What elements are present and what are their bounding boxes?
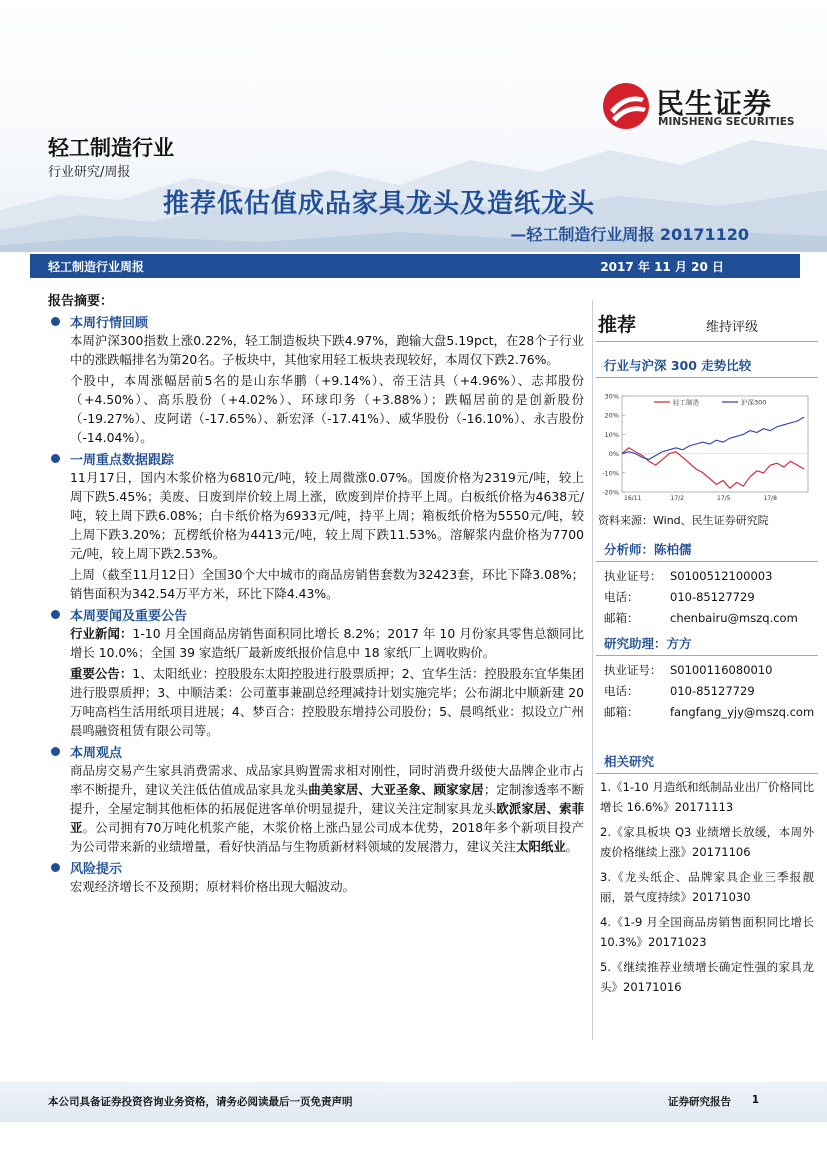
y-tick-label: 20% (604, 411, 619, 420)
assistant-heading: 研究助理：方方 (596, 628, 818, 656)
chart-grid (622, 396, 808, 492)
abstract-title: 报告摘要： (48, 294, 114, 309)
paragraph: 11月17日，国内木浆价格为6810元/吨，较上周微涨0.07%。国废价格为2319元/吨，较上周下跌5.45%；美废、日废到岸价较上周上涨，欧废到岸价持平上周。白板纸价格为4638元/吨，较上周下跌6.08%；白卡纸价格为6933元/吨，持平上周；箱板纸价格为5550元/吨，较上周下跌3.20%；瓦楞纸价格为4413元/吨，较上周下跌11.53%。溶解浆内盘价格为7700元/吨，较上周下跌2.53%。 (70, 470, 584, 561)
rating: 推荐 (598, 314, 637, 336)
related-item: 1.《1-10 月造纸和纸制品业出厂价格同比增长 16.6%》20171113 (600, 780, 814, 814)
paragraph: 个股中，本周涨幅居前5名的是山东华鹏（+9.14%）、帝王洁具（+4.96%）、志邦股份（+4.50%）、高乐股份（+4.02%）、环球印务（+3.88%）；跌幅居前的是创新股份（-19.27%）、皮阿诺（-17.65%）、新宏泽（-17.41%）、威华股份（-16.10%）、永吉股份（-14.04%）。 (70, 373, 584, 445)
related-item: 2.《家具板块 Q3 业绩增长放缓，本周外废价格继续上涨》20171106 (600, 825, 814, 859)
x-tick-label: 17/2 (670, 495, 684, 502)
bullet-icon (51, 747, 60, 756)
band-report-name: 轻工制造行业周报 (48, 260, 145, 274)
industry-name: 轻工制造行业 (48, 136, 174, 160)
analyst-license: 执业证号： S0100512100003 (604, 568, 773, 583)
legend-label: 轻工制造 (673, 398, 699, 407)
logo-mark-icon (602, 82, 650, 130)
footer-doc-type: 证券研究报告 (668, 1096, 731, 1108)
bullet-icon (51, 454, 60, 463)
assistant-phone: 电话： 010-85127729 (604, 683, 755, 698)
bullet-icon (51, 317, 60, 326)
plot-frame (622, 396, 808, 492)
x-tick-label: 17/5 (717, 495, 731, 502)
paragraph: 本周沪深300指数上涨0.22%，轻工制造板块下跌4.97%，跑输大盘5.19pct，在28个子行业中的涨跌幅排名为第20名。子板块中，其他家用轻工板块表现较好，本周仅下跌2.76%。 (70, 333, 584, 367)
section-head-market-review: 本周行情回顾 (48, 311, 584, 331)
rating-note: 维持评级 (706, 320, 759, 335)
industry-vs-csi300-chart (596, 382, 818, 508)
column-divider (592, 300, 593, 1040)
page-footer (0, 1082, 827, 1122)
bullet-icon (51, 610, 60, 619)
y-tick-label: 0% (608, 450, 619, 459)
y-tick-label: -10% (602, 469, 619, 478)
analyst-heading: 分析师：陈柏儒 (596, 534, 818, 562)
assistant-contact (596, 656, 818, 722)
related-heading: 相关研究 (596, 746, 818, 774)
company-logo (602, 82, 802, 130)
paragraph: 宏观经济增长不及预期；原材料价格出现大幅波动。 (70, 879, 355, 894)
y-tick-label: -20% (602, 488, 619, 497)
footer-disclaimer: 本公司具备证券投资咨询业务资格，请务必阅读最后一页免责声明 (48, 1096, 353, 1108)
analyst-email: 邮箱： chenbairu@mszq.com (604, 610, 798, 625)
chart-x-ticks (624, 495, 777, 502)
chart-y-ticks (602, 393, 619, 497)
page-number: 1 (751, 1094, 759, 1106)
report-header (0, 0, 827, 252)
x-tick-label: 17/8 (763, 495, 777, 502)
sidebar (596, 300, 818, 999)
related-research-list (596, 774, 818, 999)
related-item: 3.《龙头纸企、品牌家具企业三季报靓丽，景气度持续》20171030 (600, 870, 814, 904)
series-line-0 (622, 448, 804, 488)
bullet-icon (51, 863, 60, 872)
legend-label: 沪深300 (741, 398, 767, 407)
analyst-phone: 电话： 010-85127729 (604, 589, 755, 604)
band-date: 2017 年 11 月 20 日 (600, 260, 724, 274)
logo-text-en: MINSHENG SECURITIES (658, 116, 795, 128)
abstract-column (48, 290, 584, 896)
chart-series (622, 417, 804, 488)
logo-text-cn: 民生证券 (656, 87, 773, 120)
x-tick-label: 16/11 (624, 495, 642, 502)
assistant-email: 邮箱： fangfang_yjy@mszq.com (604, 704, 815, 719)
views-paragraph: 商品房交易产生家具消费需求、成品家具购置需求相对刚性，同时消费升级使大品牌企业市占率不断提升，建议关注低估值成品家具龙头曲美家居、大亚圣象、顾家家居；定制渗透率不断提升，全屋定制其他柜体的拓展促进客单价明显提升，建议关注定制家具龙头欧派家居、索菲亚。公司拥有70万吨化机浆产能，木浆价格上涨凸显公司成本优势，2018年多个新项目投产为公司带来新的业绩增量，看好快消品与生物质新材料领域的发展潜力，建议关注太阳纸业。 (70, 763, 585, 854)
assistant-license: 执业证号： S0100116080010 (604, 662, 773, 677)
section-head-news: 本周要闻及重要公告 (48, 604, 584, 624)
y-tick-label: 30% (604, 392, 619, 401)
document-type: 行业研究/周报 (48, 165, 131, 180)
paragraph: 上周（截至11月12日）全国30个大中城市的商品房销售套数为32423套，环比下降3.08%；销售面积为342.54万平方米，环比下降4.43%。 (70, 567, 584, 601)
rating-row (596, 300, 818, 342)
related-item: 4.《1-9 月全国商品房销售面积同比增长 10.3%》20171023 (600, 915, 814, 949)
notices-paragraph: 重要公告：1、太阳纸业：控股股东太阳控股进行股票质押；2、宜华生活：控股股东宜华集团进行股票质押；3、中顺洁柔：公司董事兼副总经理减持计划实施完毕；公布湖北中顺新建 20 万吨高档生活用纸项目进展；4、梦百合：控股股东增持公司股份；5、晨鸣纸业：拟设立广州晨鸣融资租赁有限公司等。 (70, 666, 584, 738)
section-head-views: 本周观点 (48, 741, 584, 761)
section-head-risks: 风险提示 (48, 857, 584, 877)
section-head-data-tracking: 一周重点数据跟踪 (48, 448, 584, 468)
y-tick-label: 10% (604, 430, 619, 439)
report-title: 推荐低估值成品家具龙头及造纸龙头 (163, 189, 596, 219)
analyst-contact (596, 562, 818, 628)
related-item: 5.《继续推荐业绩增长确定性强的家具龙头》20171016 (600, 960, 814, 994)
report-subtitle: —轻工制造行业周报 20171120 (510, 225, 749, 244)
header-band (30, 254, 800, 278)
industry-news-paragraph: 行业新闻：1-10 月全国商品房销售面积同比增长 8.2%；2017 年 10 月份家具零售总额同比增长 10.0%；全国 39 家造纸厂最新废纸报价信息中 18 家纸厂上调收购价。 (70, 626, 585, 660)
chart-source: 资料来源：Wind、民生证券研究院 (598, 514, 769, 527)
series-line-1 (622, 417, 804, 459)
chart-legend (654, 398, 766, 407)
chart-heading: 行业与沪深 300 走势比较 (596, 350, 818, 378)
